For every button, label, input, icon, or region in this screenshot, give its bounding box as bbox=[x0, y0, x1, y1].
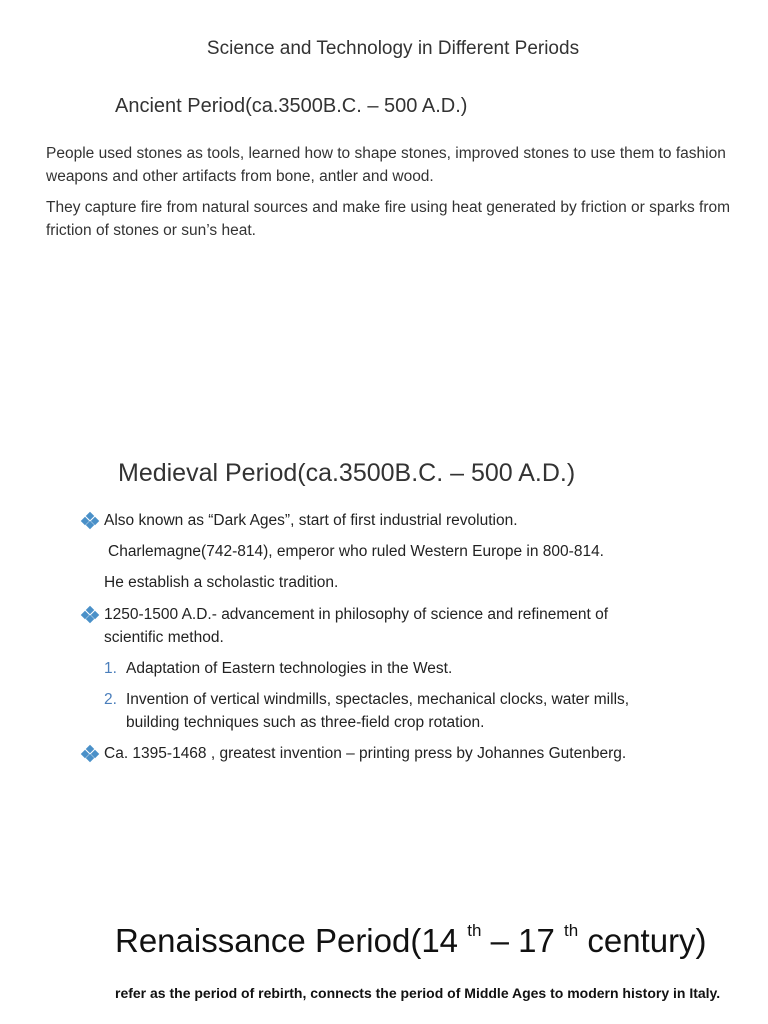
list-number-1: 1. bbox=[104, 660, 117, 677]
renaissance-period-heading bbox=[115, 922, 707, 960]
renaissance-heading-part-3: century) bbox=[578, 922, 707, 959]
superscript-th-2: th bbox=[563, 921, 579, 940]
medieval-bullet-3: Ca. 1395-1468 , greatest invention – printing press by Johannes Gutenberg. bbox=[104, 745, 627, 762]
diamond-bullet-icon bbox=[82, 746, 98, 762]
diamond-bullet-icon bbox=[82, 607, 98, 623]
ancient-paragraph-2: They capture fire from natural sources and make fire using heat generated by friction or sparks from friction of stones or sun’s heat. bbox=[46, 199, 731, 239]
superscript-th-1: th bbox=[467, 921, 482, 940]
medieval-period-heading: Medieval Period(ca.3500B.C. – 500 A.D.) bbox=[118, 459, 576, 487]
renaissance-heading-part-1: Renaissance Period(14 bbox=[115, 922, 468, 959]
medieval-bullet-2: 1250-1500 A.D.- advancement in philosophy of science and refinement of bbox=[104, 606, 609, 623]
medieval-bullet-1-line-3: He establish a scholastic tradition. bbox=[104, 574, 339, 591]
renaissance-description: refer as the period of rebirth, connects the period of Middle Ages to modern history in Italy. bbox=[115, 985, 721, 1001]
renaissance-heading-part-2: – 17 bbox=[481, 922, 564, 959]
medieval-bullet-1: Also known as “Dark Ages”, start of first industrial revolution. bbox=[104, 512, 518, 529]
diamond-bullet-icon bbox=[82, 513, 98, 529]
medieval-list-item-2-line-2: building techniques such as three-field crop rotation. bbox=[126, 714, 485, 731]
document-title: Science and Technology in Different Periods bbox=[206, 38, 580, 59]
medieval-bullet-1-line-2: Charlemagne(742-814), emperor who ruled Western Europe in 800-814. bbox=[108, 543, 604, 560]
medieval-bullet-2-line-2: scientific method. bbox=[104, 629, 224, 646]
list-number-2: 2. bbox=[104, 691, 117, 708]
medieval-list-item-1: Adaptation of Eastern technologies in the West. bbox=[126, 660, 453, 677]
medieval-list-item-2: Invention of vertical windmills, spectacles, mechanical clocks, water mills, bbox=[126, 691, 630, 708]
ancient-paragraph-1: People used stones as tools, learned how to shape stones, improved stones to use them to fashion weapons and other artifacts from bone, antler and wood. bbox=[46, 145, 726, 185]
ancient-period-heading: Ancient Period(ca.3500B.C. – 500 A.D.) bbox=[115, 95, 468, 117]
